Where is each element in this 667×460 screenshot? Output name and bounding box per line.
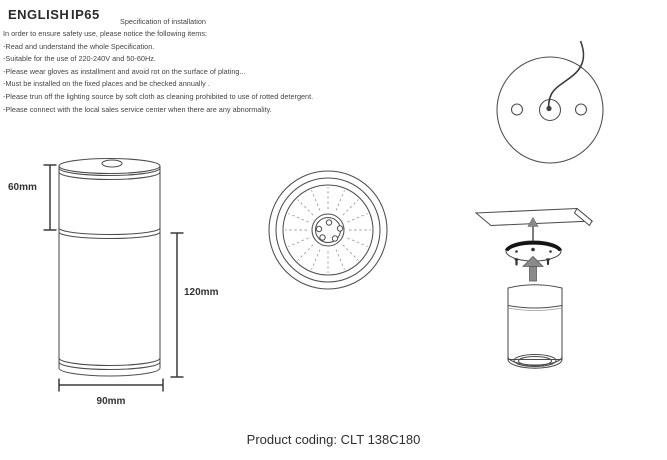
spec-item: -Please wear gloves as installment and avoid rot on the surface of plating...	[3, 66, 246, 76]
cylinder-top-face	[59, 159, 160, 174]
bottom-view-diagram	[269, 171, 387, 289]
front-view-diagram	[8, 159, 219, 408]
dimension-120mm	[171, 233, 219, 377]
spec-item: -Please connect with the local sales service center when there are any abnormality.	[3, 104, 272, 114]
screw-hole-right	[576, 104, 587, 115]
product-coding: Product coding: CLT 138C180	[246, 432, 421, 447]
spec-intro: In order to ensure safety use, please notice the following items:	[3, 29, 208, 38]
dim-label-60mm: 60mm	[8, 182, 37, 193]
dim-label-120mm: 120mm	[184, 287, 219, 298]
dimension-90mm	[59, 379, 163, 408]
spec-item: -Read and understand the whole Specification.	[3, 41, 155, 51]
power-wire	[549, 41, 584, 108]
language-label: ENGLISH	[8, 7, 70, 22]
ip-rating-label: IP65	[71, 7, 100, 22]
dim-label-90mm: 90mm	[96, 396, 126, 407]
spec-item: -Please trun off the lighting source by soft cloth as cleaning prohibited to use of rotted detergent.	[3, 91, 314, 101]
dimension-60mm	[8, 165, 57, 230]
spec-item: -Must be installed on the fixed places and be checked annually .	[3, 79, 210, 89]
spec-item: -Suitable for the use of 220-240V and 50-60Hz.	[3, 54, 156, 64]
spec-title: Specification of installation	[120, 17, 206, 26]
canopy-top-view-diagram	[497, 41, 603, 163]
lamp-body	[508, 285, 562, 368]
installation-exploded-diagram	[476, 209, 592, 369]
screw-hole-left	[512, 104, 523, 115]
